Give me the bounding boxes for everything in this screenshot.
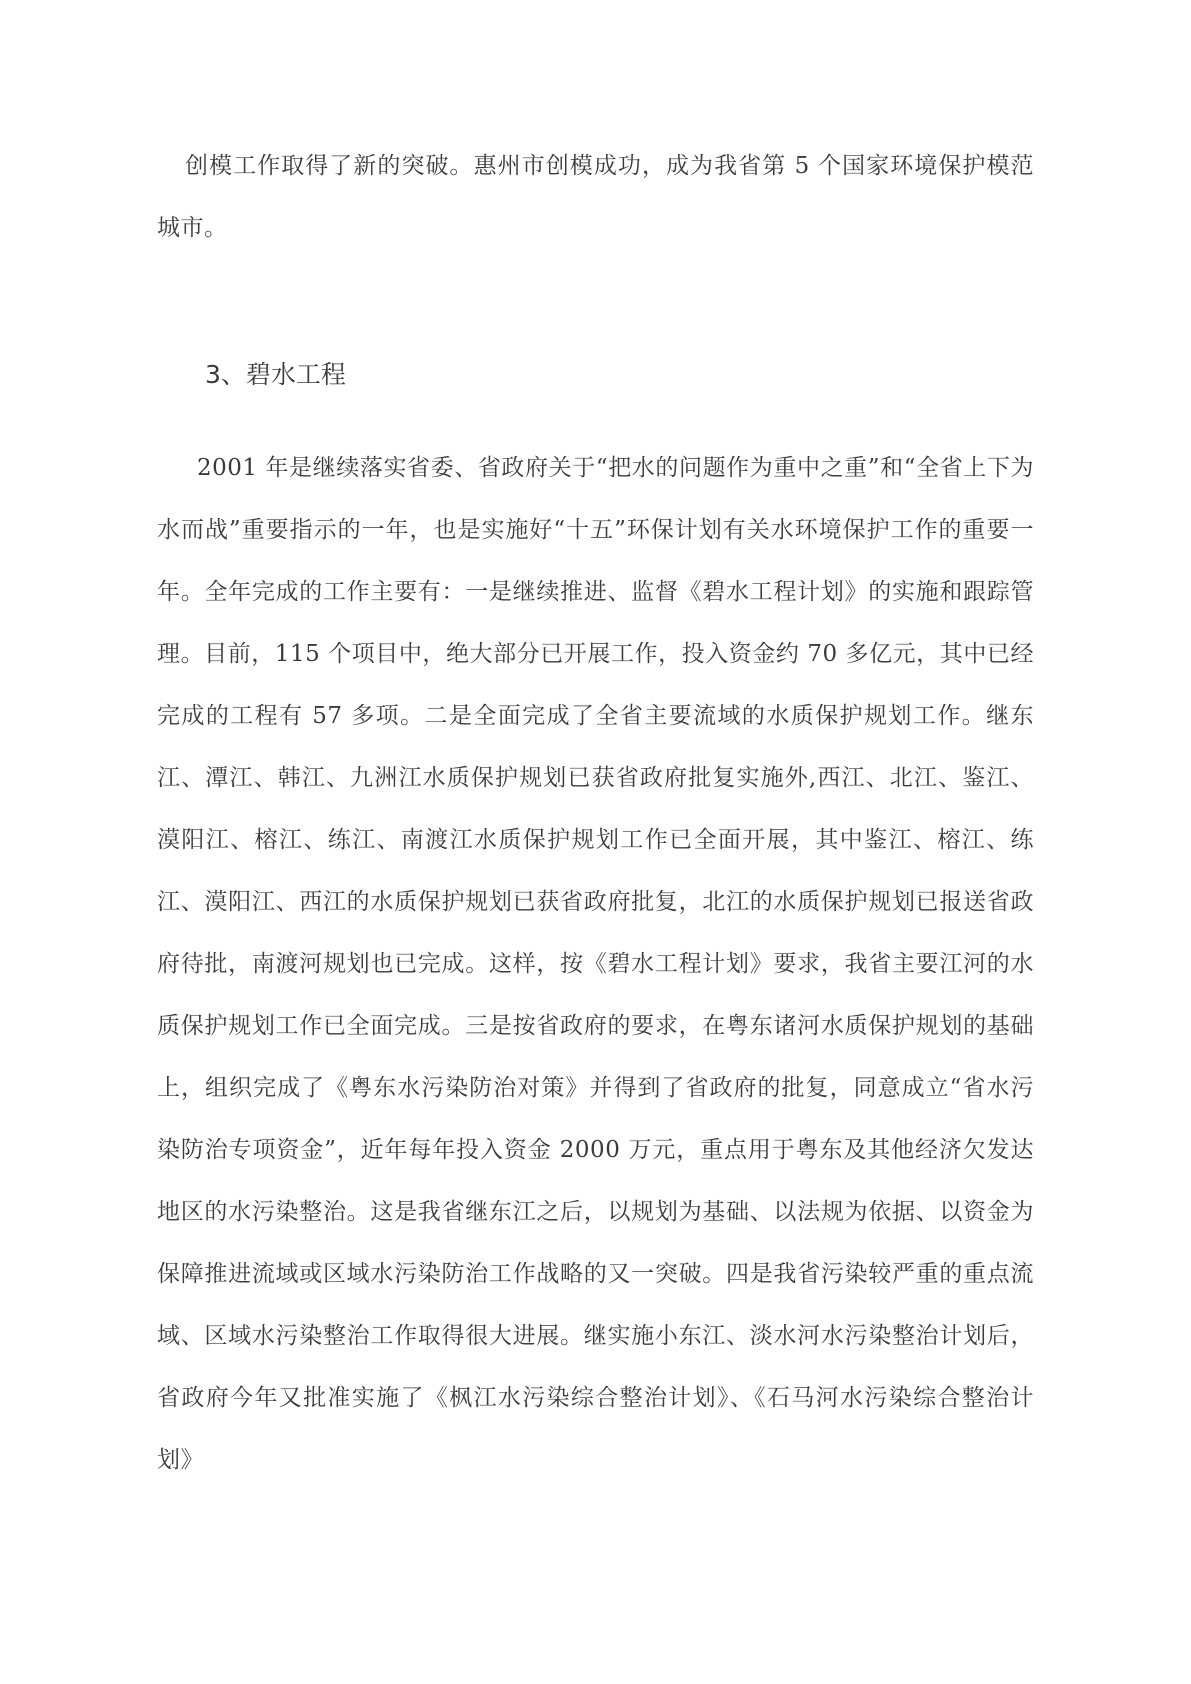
paragraph-intro: 创模工作取得了新的突破。惠州市创模成功，成为我省第 5 个国家环境保护模范城市。 — [157, 153, 1034, 241]
section-heading: 3、碧水工程 — [205, 360, 346, 389]
paragraph-body: 2001 年是继续落实省委、省政府关于“把水的问题作为重中之重”和“全省上下为水而战”重要指示的一年，也是实施好“十五”环保计划有关水环境保护工作的重要一年。全年完成的工作主要有：一是继续推进、监督《碧水工程计划》的实施和跟踪管理。目前，115 个项目中，绝大部分已开展工作，投入资金约 70 多亿元，其中已经完成的工程有 57 多项。二是全面完成了全省主要流域的水质保护规划工作。继东江、潭江、韩江、九洲江水质保护规划已获省政府批复实施外,西江、北江、鉴江、漠阳江、榕江、练江、南渡江水质保护规划工作已全面开展，其中鉴江、榕江、练江、漠阳江、西江的水质保护规划已获省政府批复，北江的水质保护规划已报送省政府待批，南渡河规划也已完成。这样，按《碧水工程计划》要求，我省主要江河的水质保护规划工作已全面完成。三是按省政府的要求，在粤东诸河水质保护规划的基础上，组织完成了《粤东水污染防治对策》并得到了省政府的批复，同意成立“省水污染防治专项资金”，近年每年投入资金 2000 万元，重点用于粤东及其他经济欠发达地区的水污染整治。这是我省继东江之后，以规划为基础、以法规为依据、以资金为保障推进流域或区域水污染防治工作战略的又一突破。四是我省污染较严重的重点流域、区域水污染整治工作取得很大进展。继实施小东江、淡水河水污染整治计划后，省政府今年又批准实施了《枫江水污染综合整治计划》、《石马河水污染综合整治计划》 — [157, 455, 1034, 1473]
document-content — [157, 135, 1034, 1491]
